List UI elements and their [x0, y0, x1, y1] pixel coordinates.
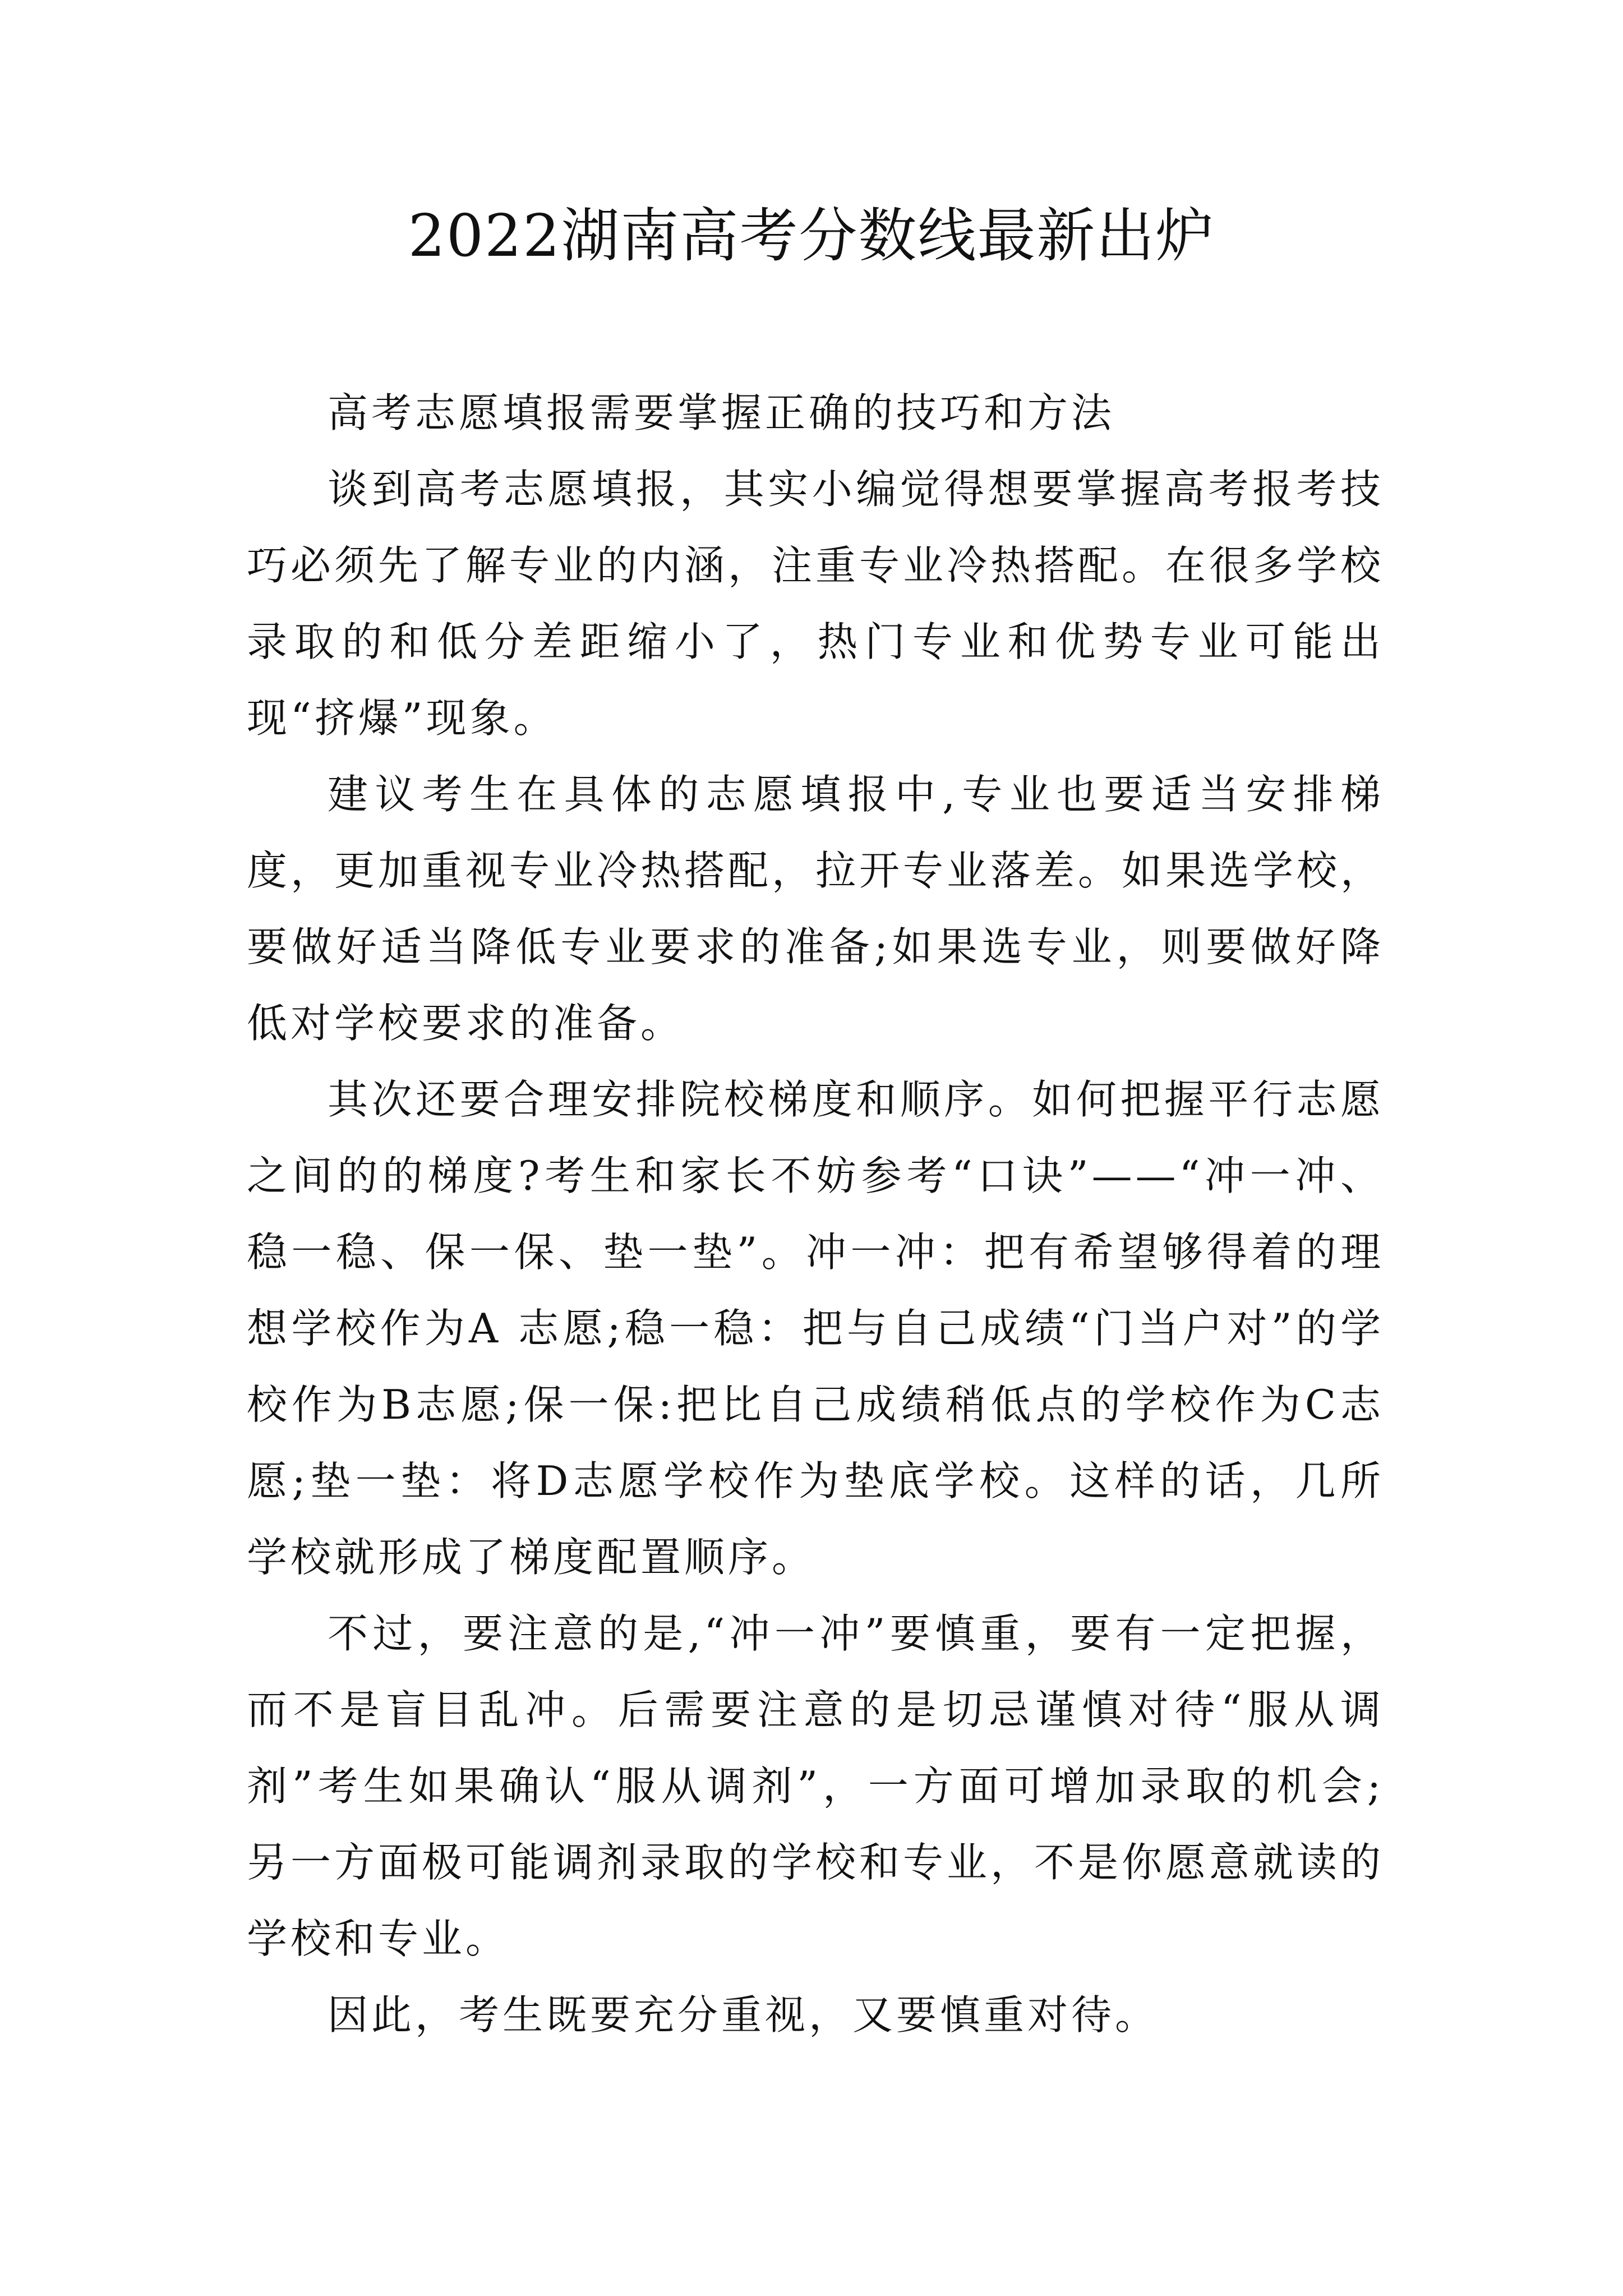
- paragraph-adjustment: 不过，要注意的是,“冲一冲”要慎重，要有一定把握，而不是盲目乱冲。后需要注意的是切忌谨慎对待“服从调剂”考生如果确认“服从调剂”，一方面可增加录取的机会;另一方面极可能调剂录取的学校和专业，不是你愿意就读的学校和专业。: [247, 1610, 1385, 1962]
- paragraph-conclusion: 因此，考生既要充分重视，又要慎重对待。: [328, 1991, 1159, 2039]
- paragraph-gradient-advice: 建议考生在具体的志愿填报中,专业也要适当安排梯度，更加重视专业冷热搭配，拉开专业落差。如果选学校，要做好适当降低专业要求的准备;如果选专业，则要做好降低对学校要求的准备。: [247, 771, 1385, 1047]
- paragraph-intro: 高考志愿填报需要掌握正确的技巧和方法: [328, 389, 1115, 436]
- paragraph-school-order: 其次还要合理安排院校梯度和顺序。如何把握平行志愿之间的的梯度?考生和家长不妨参考“口诀”——“冲一冲、稳一稳、保一保、垫一垫”。冲一冲：把有希望够得着的理想学校作为A 志愿;稳一稳：把与自己成绩“门当户对”的学校作为B志愿;保一保:把比自己成绩稍低点的学校作为C志愿;垫一垫：将D志愿学校作为垫底学校。这样的话，几所学校就形成了梯度配置顺序。: [247, 1076, 1384, 1581]
- document-title: 2022湖南高考分数线最新出炉: [408, 201, 1215, 270]
- paragraph-major-matching: 谈到高考志愿填报，其实小编觉得想要掌握高考报考技巧必须先了解专业的内涵，注重专业冷热搭配。在很多学校录取的和低分差距缩小了，热门专业和优势专业可能出现“挤爆”现象。: [247, 466, 1385, 742]
- document-body: [247, 375, 1384, 2053]
